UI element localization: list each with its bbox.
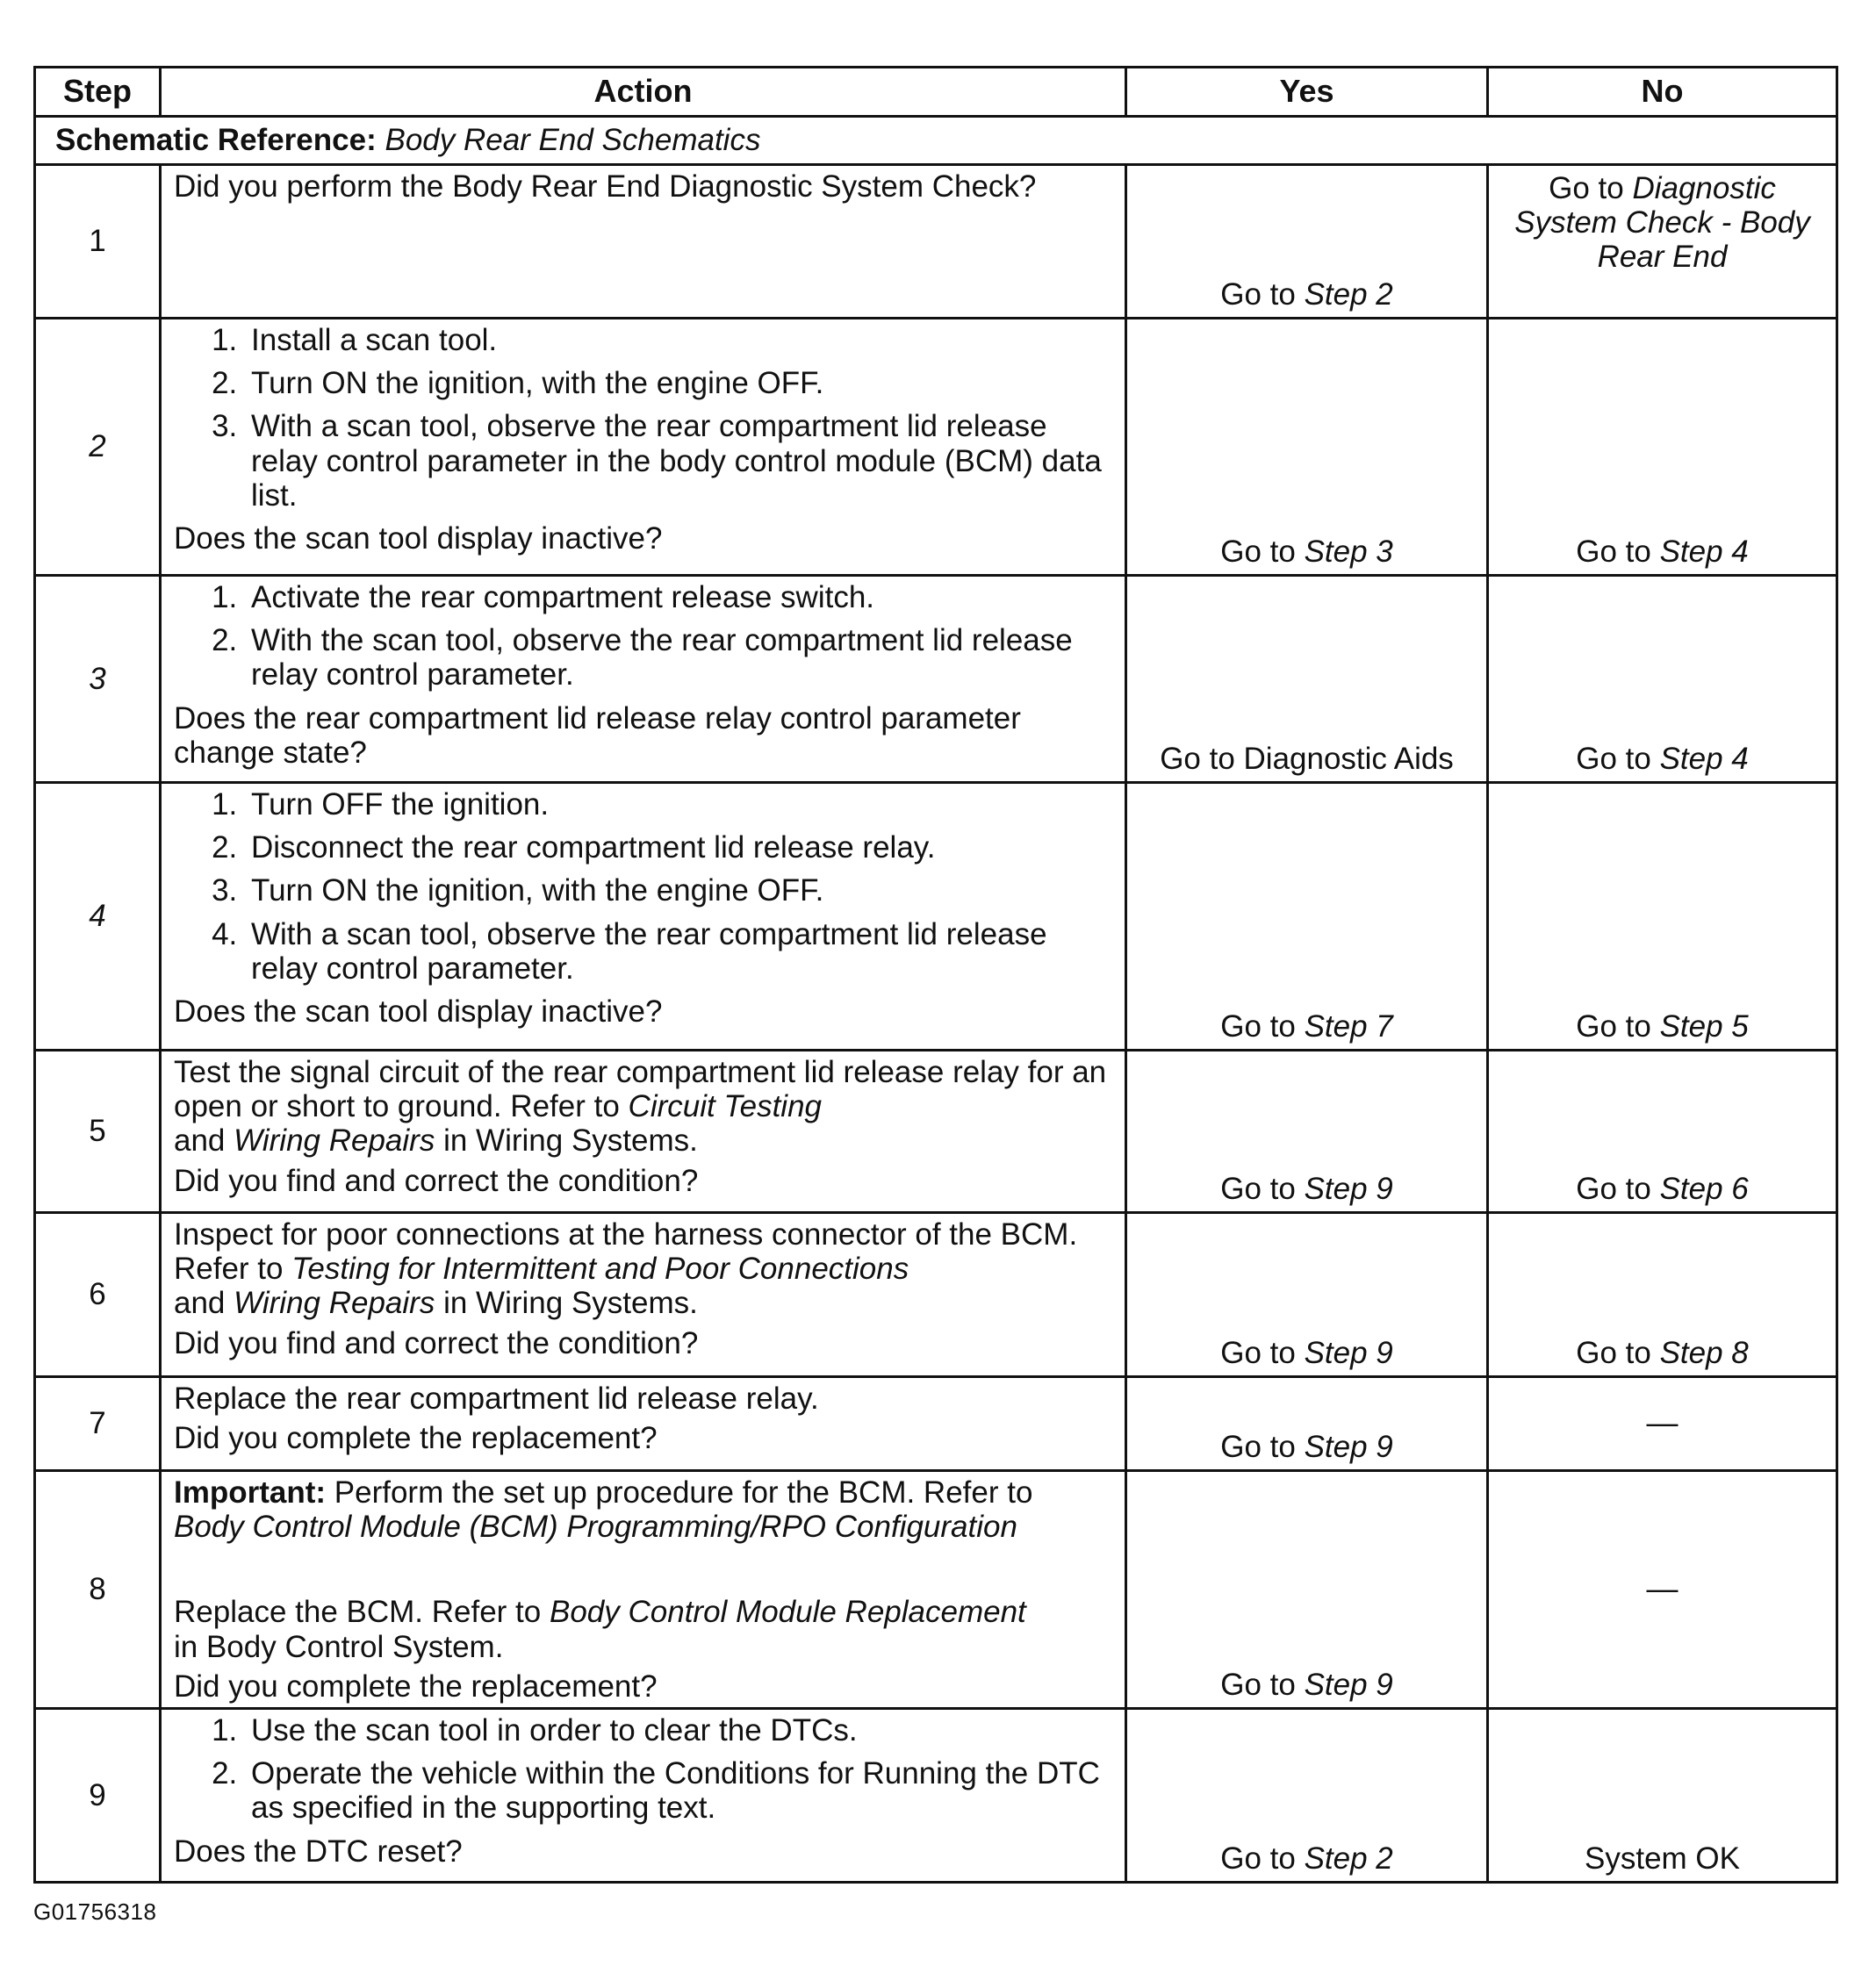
yes-cell — [1126, 783, 1488, 1051]
no-cell — [1488, 783, 1837, 1051]
no-prefix: Go to — [1549, 171, 1624, 205]
no-prefix: Go to — [1576, 1335, 1651, 1370]
no-prefix: Go to — [1576, 534, 1651, 569]
header-no: No — [1488, 68, 1837, 117]
table-row — [35, 319, 1837, 576]
no-link[interactable]: Diagnostic System Check - Body Rear End — [1514, 171, 1810, 275]
reference-link[interactable]: Circuit Testing — [628, 1089, 823, 1124]
yes-prefix: Go to — [1220, 534, 1296, 569]
yes-link[interactable]: Step 9 — [1304, 1171, 1393, 1206]
important-label: Important: — [174, 1475, 327, 1510]
yes-cell — [1126, 1708, 1488, 1882]
step-number: 2 — [35, 319, 161, 576]
yes-prefix: Go to — [1220, 1171, 1296, 1206]
important-text: Perform the set up procedure for the BCM. Refer to — [334, 1475, 1033, 1510]
schematic-reference-row — [35, 117, 1837, 165]
yes-prefix: Go to — [1220, 1429, 1296, 1464]
action-step-item: 2. Operate the vehicle within the Conditions for Running the DTC as specified in the supporting text. — [246, 1756, 1112, 1825]
no-link[interactable]: Step 4 — [1659, 534, 1749, 569]
header-yes: Yes — [1126, 68, 1488, 117]
action-step-item: 1. Activate the rear compartment release switch. — [246, 580, 1112, 614]
table-row — [35, 1051, 1837, 1213]
action-text-part: and — [174, 1123, 226, 1159]
action-text-part: Inspect for poor connections at the harness connector of the BCM. Refer to — [174, 1217, 1078, 1287]
action-question: Does the scan tool display inactive? — [174, 994, 663, 1029]
no-prefix: Go to — [1576, 1008, 1651, 1044]
no-cell — [1488, 1051, 1837, 1213]
action-step-item: 2. Turn ON the ignition, with the engine OFF. — [246, 366, 1112, 400]
reference-link[interactable]: Testing for Intermittent and Poor Connections — [291, 1252, 909, 1287]
action-cell — [161, 1051, 1126, 1213]
action-question: Did you complete the replacement? — [174, 1421, 658, 1456]
table-row — [35, 1213, 1837, 1377]
no-cell — [1488, 1708, 1837, 1882]
table-row — [35, 1471, 1837, 1709]
action-cell — [161, 576, 1126, 783]
no-link[interactable]: Step 6 — [1659, 1171, 1749, 1206]
step-number: 5 — [35, 1051, 161, 1213]
yes-cell — [1126, 1051, 1488, 1213]
no-dash: — — [1646, 1569, 1679, 1606]
step-number: 6 — [35, 1213, 161, 1377]
schematic-reference — [35, 117, 1837, 165]
important-note — [174, 1475, 1112, 1544]
action-text-part: in Wiring Systems. — [443, 1123, 698, 1159]
yes-prefix: Go to — [1220, 1841, 1296, 1876]
action-cell — [161, 319, 1126, 576]
action-step-item: 2. Disconnect the rear compartment lid release relay. — [246, 830, 1112, 865]
action-text-part: and — [174, 1286, 226, 1321]
no-dash: — — [1646, 1403, 1679, 1440]
yes-link[interactable]: Step 7 — [1304, 1008, 1393, 1044]
yes-cell — [1126, 319, 1488, 576]
action-text-part: in Wiring Systems. — [443, 1286, 698, 1321]
action-question: Did you complete the replacement? — [174, 1669, 658, 1704]
action-step-item: 3. With a scan tool, observe the rear compartment lid release relay control parameter in the body control module (BCM) data list. — [246, 409, 1112, 513]
yes-link[interactable]: Step 2 — [1304, 276, 1393, 312]
reference-link[interactable]: Wiring Repairs — [234, 1286, 435, 1321]
action-text-part: Replace the BCM. Refer to — [174, 1595, 542, 1630]
action-cell — [161, 1708, 1126, 1882]
no-link[interactable]: Step 4 — [1659, 741, 1749, 776]
action-question: Did you perform the Body Rear End Diagnostic System Check? — [174, 169, 1037, 204]
header-step: Step — [35, 68, 161, 117]
action-text-part: in Body Control System. — [174, 1629, 504, 1664]
yes-cell — [1126, 165, 1488, 319]
no-cell — [1488, 1471, 1837, 1709]
yes-cell — [1126, 576, 1488, 783]
action-cell — [161, 1471, 1126, 1709]
action-steps — [174, 323, 1112, 513]
no-prefix: Go to — [1576, 1171, 1651, 1206]
yes-cell — [1126, 1213, 1488, 1377]
header-action: Action — [161, 68, 1126, 117]
action-step-item: 3. Turn ON the ignition, with the engine OFF. — [246, 873, 1112, 908]
yes-link[interactable]: Step 3 — [1304, 534, 1393, 569]
action-step-item: 2. With the scan tool, observe the rear compartment lid release relay control parameter. — [246, 623, 1112, 692]
action-cell — [161, 1213, 1126, 1377]
yes-text[interactable]: Go to Diagnostic Aids — [1160, 741, 1454, 776]
step-number: 1 — [35, 165, 161, 319]
action-question: Does the DTC reset? — [174, 1834, 463, 1869]
action-cell — [161, 783, 1126, 1051]
action-text — [174, 1055, 1112, 1159]
figure-id: G01756318 — [33, 1898, 157, 1925]
action-question: Does the rear compartment lid release relay control parameter change state? — [174, 700, 1021, 770]
table-row — [35, 576, 1837, 783]
action-text: Replace the rear compartment lid release relay. — [174, 1382, 819, 1416]
reference-link[interactable]: Wiring Repairs — [234, 1123, 435, 1159]
action-text — [174, 1217, 1112, 1321]
action-steps — [174, 1713, 1112, 1826]
action-step-item: 4. With a scan tool, observe the rear compartment lid release relay control parameter. — [246, 917, 1112, 986]
step-number: 4 — [35, 783, 161, 1051]
yes-prefix: Go to — [1220, 1667, 1296, 1702]
no-link[interactable]: Step 5 — [1659, 1008, 1749, 1044]
no-link[interactable]: Step 8 — [1659, 1335, 1749, 1370]
action-cell — [161, 1377, 1126, 1471]
action-steps — [174, 580, 1112, 693]
action-step-item: 1. Turn OFF the ignition. — [246, 787, 1112, 822]
no-cell — [1488, 165, 1837, 319]
yes-cell — [1126, 1377, 1488, 1471]
header-row — [35, 68, 1837, 117]
table-row — [35, 1377, 1837, 1471]
no-prefix: Go to — [1576, 741, 1651, 776]
spacer — [174, 1544, 1112, 1595]
yes-prefix: Go to — [1220, 1335, 1296, 1370]
step-number: 3 — [35, 576, 161, 783]
action-step-item: 1. Install a scan tool. — [246, 323, 1112, 357]
yes-link[interactable]: Step 9 — [1304, 1667, 1393, 1702]
no-cell — [1488, 1213, 1837, 1377]
yes-link[interactable]: Step 9 — [1304, 1429, 1393, 1464]
action-question: Does the scan tool display inactive? — [174, 520, 663, 556]
table-row — [35, 165, 1837, 319]
yes-cell — [1126, 1471, 1488, 1709]
step-number: 9 — [35, 1708, 161, 1882]
yes-prefix: Go to — [1220, 1008, 1296, 1044]
no-cell — [1488, 319, 1837, 576]
yes-link[interactable]: Step 9 — [1304, 1335, 1393, 1370]
step-number: 8 — [35, 1471, 161, 1709]
yes-link[interactable]: Step 2 — [1304, 1841, 1393, 1876]
no-text: System OK — [1585, 1841, 1740, 1876]
action-text — [174, 1595, 1112, 1663]
yes-prefix: Go to — [1220, 276, 1296, 312]
reference-link[interactable]: Body Control Module (BCM) Programming/RPO Configuration — [174, 1510, 1017, 1545]
no-cell — [1488, 576, 1837, 783]
action-question: Did you find and correct the condition? — [174, 1325, 699, 1360]
action-cell — [161, 165, 1126, 319]
diagnostic-table — [33, 66, 1838, 1884]
action-step-item: 1. Use the scan tool in order to clear the DTCs. — [246, 1713, 1112, 1748]
table-row — [35, 1708, 1837, 1882]
schematic-reference-link[interactable]: Body Rear End Schematics — [385, 123, 761, 158]
action-steps — [174, 787, 1112, 986]
table-row — [35, 783, 1837, 1051]
no-cell — [1488, 1377, 1837, 1471]
step-number: 7 — [35, 1377, 161, 1471]
action-text-part: Test the signal circuit of the rear compartment lid release relay for an open or short to ground. Refer to — [174, 1055, 1107, 1124]
action-question: Did you find and correct the condition? — [174, 1163, 699, 1198]
schematic-reference-label: Schematic Reference: — [55, 123, 377, 158]
reference-link[interactable]: Body Control Module Replacement — [549, 1595, 1026, 1630]
